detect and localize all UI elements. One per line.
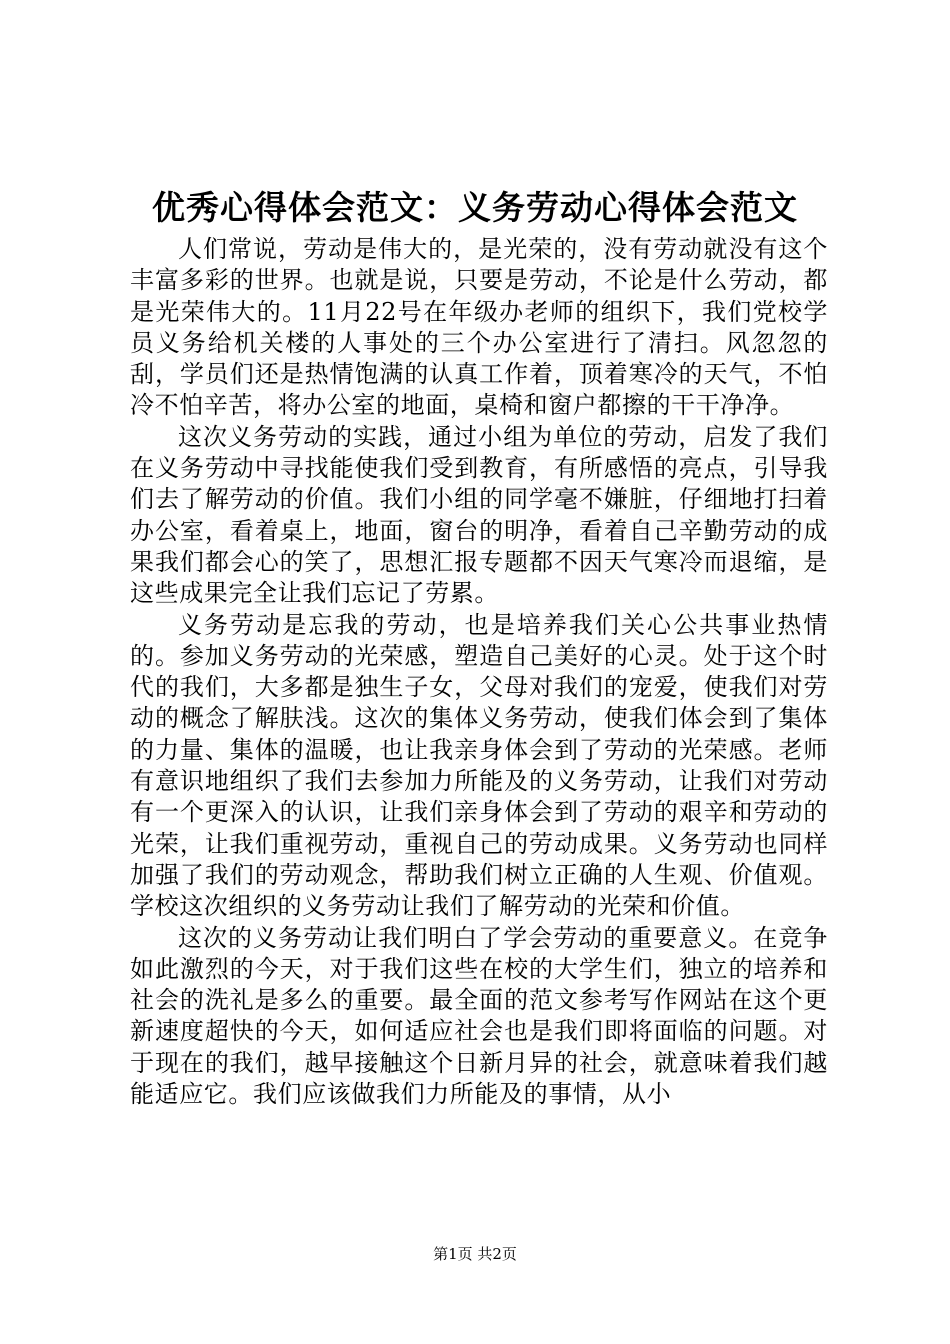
document-title: 优秀心得体会范文：义务劳动心得体会范文 <box>152 188 798 227</box>
document-body <box>130 234 828 1110</box>
paragraph-2: 这次义务劳动的实践，通过小组为单位的劳动，启发了我们在义务劳动中寻找能使我们受到教育，有所感悟的亮点，引导我们去了解劳动的价值。我们小组的同学毫不嫌脏，仔细地打扫着办公室，看着桌上，地面，窗台的明净，看着自己辛勤劳动的成果我们都会心的笑了，思想汇报专题都不因天气寒冷而退缩，是这些成果完全让我们忘记了劳累。 <box>130 422 828 608</box>
paragraph-3: 义务劳动是忘我的劳动，也是培养我们关心公共事业热情的。参加义务劳动的光荣感，塑造自己美好的心灵。处于这个时代的我们，大多都是独生子女，父母对我们的宠爱，使我们对劳动的概念了解肤浅。这次的集体义务劳动，使我们体会到了集体的力量、集体的温暖，也让我亲身体会到了劳动的光荣感。老师有意识地组织了我们去参加力所能及的义务劳动，让我们对劳动有一个更深入的认识，让我们亲身体会到了劳动的艰辛和劳动的光荣，让我们重视劳动，重视自己的劳动成果。义务劳动也同样加强了我们的劳动观念，帮助我们树立正确的人生观、价值观。学校这次组织的义务劳动让我们了解劳动的光荣和价值。 <box>130 610 828 921</box>
paragraph-4: 这次的义务劳动让我们明白了学会劳动的重要意义。在竞争如此激烈的今天，对于我们这些在校的大学生们，独立的培养和社会的洗礼是多么的重要。最全面的范文参考写作网站在这个更新速度超快的今天，如何适应社会也是我们即将面临的问题。对于现在的我们，越早接触这个日新月异的社会，就意味着我们越能适应它。我们应该做我们力所能及的事情，从小 <box>130 923 828 1109</box>
page-number-footer: 第1页 共2页 <box>433 1245 517 1263</box>
paragraph-1: 人们常说，劳动是伟大的，是光荣的，没有劳动就没有这个丰富多彩的世界。也就是说，只要是劳动，不论是什么劳动，都是光荣伟大的。11月22号在年级办老师的组织下，我们党校学员义务给机关楼的人事处的三个办公室进行了清扫。风忽忽的刮，学员们还是热情饱满的认真工作着，顶着寒冷的天气，不怕冷不怕辛苦，将办公室的地面，桌椅和窗户都擦的干干净净。 <box>130 235 828 420</box>
